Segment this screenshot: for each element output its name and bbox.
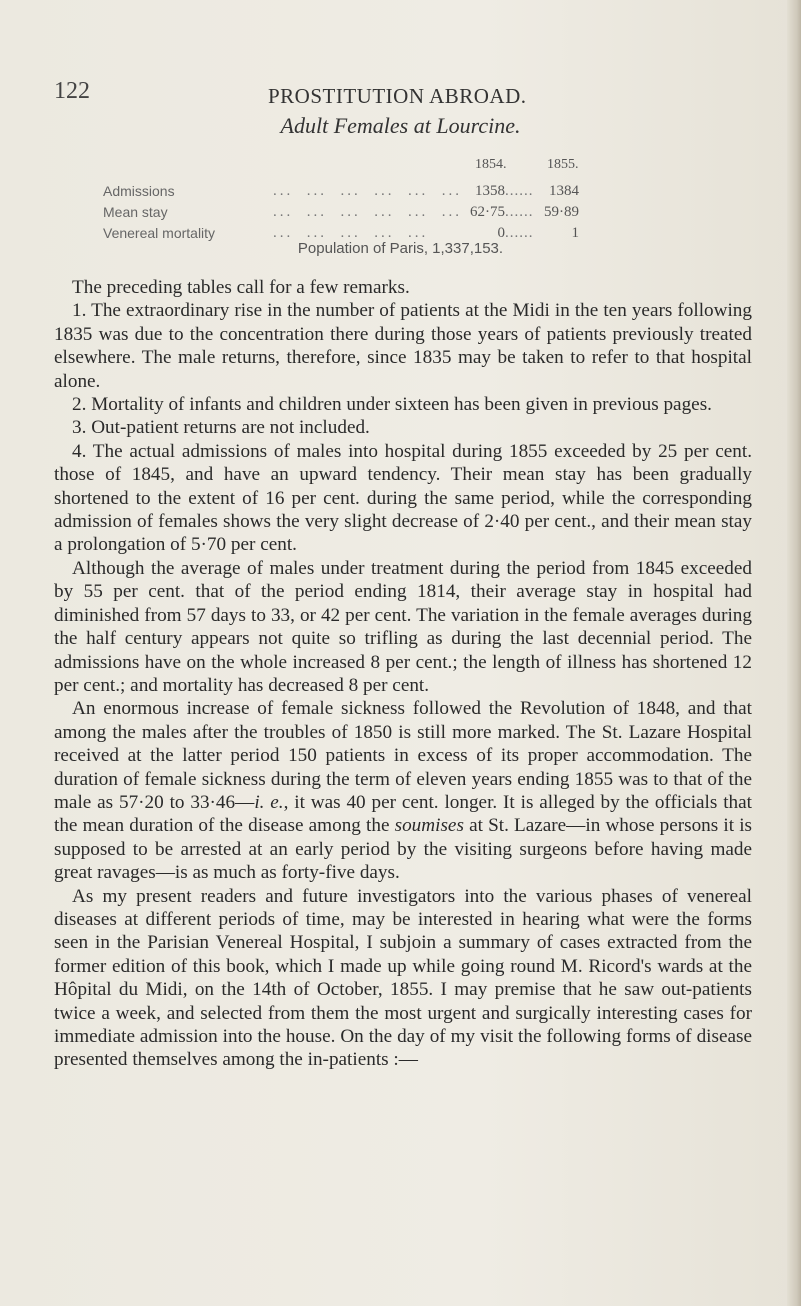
table-row [103,204,663,226]
leader-dots: ...... [505,183,534,199]
italic-soumises: soumises [394,815,464,837]
paragraph-remark-3: 3. Out-patient returns are not included. [72,417,370,439]
italic-ie: i. e. [254,791,284,813]
value-1854: 62·75 [470,204,505,220]
row-label: Admissions [103,183,175,199]
value-1855: 59·89 [544,204,579,220]
body-text [54,276,752,1072]
paragraph-remark-4: 4. The actual admissions of males into hospital during 1855 exceeded by 25 per cent. those of 1845, and have an upward tendency. Their mean stay has been gradually shortened to the extent of 16 per cent. during the same period, while the corresponding admission of females shows the very slight decrease of 2·40 per cent., and their mean stay a prolongation of 5·70 per cent. [54,440,752,556]
value-1854: 1358 [475,183,505,199]
page-edge-shadow [787,0,801,1306]
paragraph-remark-2: 2. Mortality of infants and children under sixteen has been given in previous pages. [72,394,712,416]
text-run: , it was 40 per cent. longer. It is alleged by the officials that the mean duration of the disease among the [54,791,752,837]
leader-dots: ... ... ... ... ... [273,225,429,241]
value-1854: 0 [497,225,505,241]
row-label: Venereal mortality [103,225,216,241]
text-run: at St. Lazare—in whose persons it is supposed to be arrested at an early period by the visiting surgeons before having made great ravages—is as much as forty-five days. [54,815,752,884]
page-number: 122 [54,78,90,104]
paragraph-summary-intro: As my present readers and future investigators into the various phases of venereal diseases at different periods of time, may be interested in hearing what were the forms seen in the Parisian Venereal Hospital, I subjoin a summary of cases extracted from the former edition of this book, which I made up while going round M. Ricord's wards at the Hôpital du Midi, on the 14th of October, 1855. I may premise that he saw out-patients twice a week, and selected from them the most urgent and surgically interesting cases for immediate admission into the house. On the day of my visit the following forms of disease presented themselves among the in-patients :— [54,885,752,1071]
running-head: PROSTITUTION ABROAD. [268,84,527,108]
paragraph-averages: Although the average of males under treatment during the period from 1845 exceeded by 55 per cent. that of the period ending 1814, their average stay in hospital had diminished from 57 days to 33, or 42 per cent. The variation in the female averages during the half century appears not quite so trifling as during the last decennial period. The admissions have on the whole increased 8 per cent.; the length of illness has shortened 12 per cent.; and mortality has decreased 8 per cent. [54,557,752,696]
paragraph-revolution [54,697,752,884]
leader-dots: ... ... ... ... ... ... [273,204,462,220]
leader-dots: ...... [505,204,534,220]
value-1855: 1 [571,225,579,241]
value-1855: 1384 [549,183,579,199]
population-note: Population of Paris, 1,337,153. [297,240,504,257]
text-run: An enormous increase of female sickness followed the Revolution of 1848, and that among the males after the troubles of 1850 is still more marked. The St. Lazare Hospital received at the latter period 150 patients in excess of its proper accommodation. The duration of female sickness during the term of eleven years ending 1855 was to that of the male as 57·20 to 33·46— [54,698,752,813]
leader-dots: ... ... ... ... ... ... [273,183,462,199]
row-label: Mean stay [103,204,168,220]
paragraph-remark-1: 1. The extraordinary rise in the number of patients at the Midi in the ten years following 1835 was due to the concentration there during those years of patients previously treated elsewhere. The male returns, therefore, since 1835 may be taken to refer to that hospital alone. [54,300,752,392]
table-row [103,183,663,205]
column-header-1854: 1854. [475,157,507,172]
paragraph-intro: The preceding tables call for a few remarks. [72,277,410,298]
column-header-1855: 1855. [547,157,579,172]
table-title: Adult Females at Lourcine. [280,113,521,138]
leader-dots: ...... [505,225,534,241]
